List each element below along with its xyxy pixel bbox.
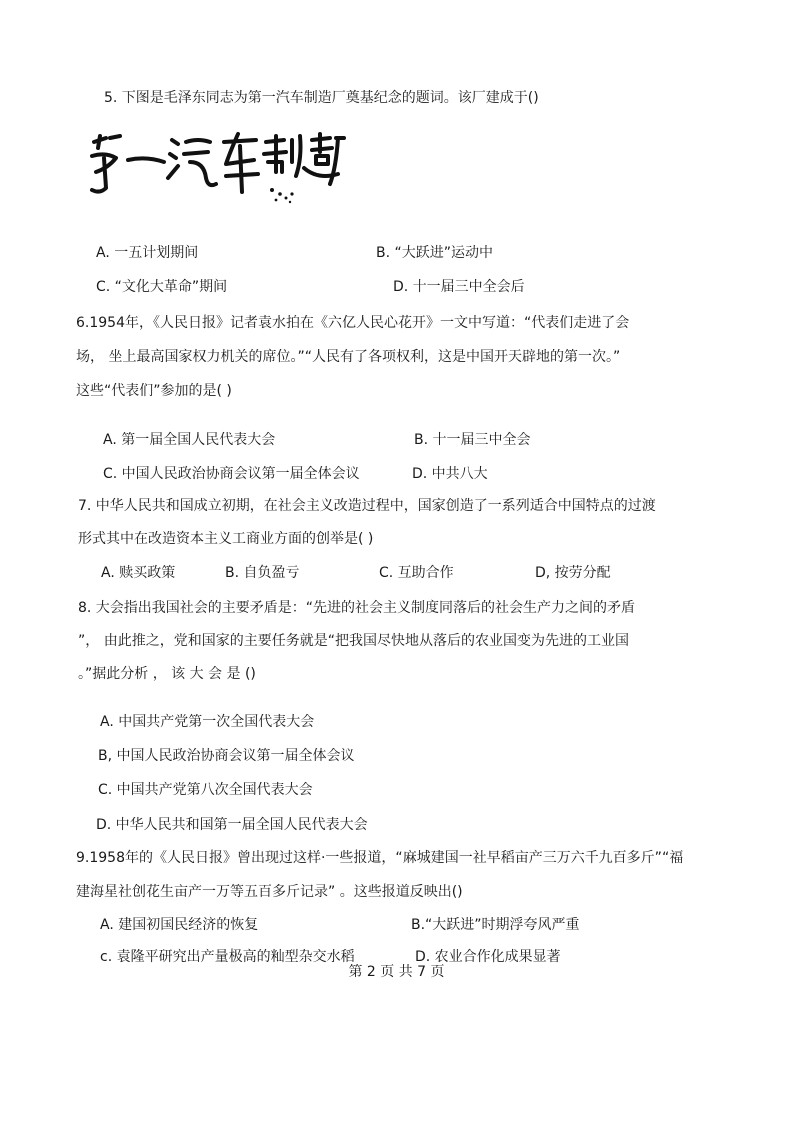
q5-option-d: D. 十一届三中全会后 bbox=[393, 279, 525, 295]
q5-option-c: C. “文化大革命”期间 bbox=[96, 279, 228, 295]
q9-stem-line-1: 9.1958年的《人民日报》曾出现过这样·一些报道，“麻城建国一社早稻亩产三万六千九百多斤”“福 bbox=[76, 850, 684, 866]
q6-stem-line-3: 这些“代表们”参加的是( ) bbox=[76, 383, 232, 399]
q7-stem-line-2: 形式其中在改造资本主义工商业方面的创举是( ) bbox=[78, 531, 374, 547]
q6-option-d: D. 中共八大 bbox=[412, 466, 488, 482]
q6-option-b: B. 十一届三中全会 bbox=[414, 432, 531, 448]
q9-option-b: B.“大跃进”时期浮夸风严重 bbox=[411, 917, 580, 933]
q5-option-a: A. 一五计划期间 bbox=[96, 245, 199, 261]
q6-option-a: A. 第一届全国人民代表大会 bbox=[103, 432, 276, 448]
q9-option-c: c. 袁隆平研究出产量极高的籼型杂交水稻 bbox=[100, 949, 355, 965]
q8-option-c: C. 中国共产党第八次全国代表大会 bbox=[98, 782, 313, 798]
q7-stem-line-1: 7. 中华人民共和国成立初期，在社会主义改造过程中，国家创造了一系列适合中国特点的过渡 bbox=[78, 498, 656, 514]
q9-option-d: D. 农业合作化成果显著 bbox=[415, 949, 561, 965]
q7-option-d: D, 按劳分配 bbox=[535, 565, 611, 581]
q8-stem-line-1: 8. 大会指出我国社会的主要矛盾是：“先进的社会主义制度同落后的社会生产力之间的矛盾 bbox=[78, 600, 636, 616]
q5-option-b: B. “大跃进”运动中 bbox=[376, 245, 494, 261]
page-footer: 第 2 页 共 7 页 bbox=[348, 964, 445, 980]
q8-option-a: A. 中国共产党第一次全国代表大会 bbox=[100, 714, 315, 730]
q7-option-a: A. 赎买政策 bbox=[101, 565, 176, 581]
q8-option-b: B, 中国人民政治协商会议第一届全体会议 bbox=[98, 748, 355, 764]
q5-stem: 5. 下图是毛泽东同志为第一汽车制造厂奠基纪念的题词。该厂建成于() bbox=[104, 90, 539, 106]
q9-option-a: A. 建国初国民经济的恢复 bbox=[100, 917, 259, 933]
q9-stem-line-2: 建海星社创花生亩产一万等五百多斤记录” 。这些报道反映出() bbox=[76, 884, 463, 900]
q7-option-b: B. 自负盈亏 bbox=[225, 565, 300, 581]
calligraphy-inscription-image bbox=[86, 128, 346, 208]
q6-option-c: C. 中国人民政治协商会议第一届全体会议 bbox=[103, 466, 360, 482]
q6-stem-line-2: 场， 坐上最高国家权力机关的席位。”“人民有了各项权利，这是中国开天辟地的第一次。” bbox=[76, 349, 621, 365]
q8-stem-line-3: 。”据此分析 ， 该 大 会 是 () bbox=[78, 666, 256, 682]
q7-option-c: C. 互助合作 bbox=[379, 565, 454, 581]
q8-option-d: D. 中华人民共和国第一届全国人民代表大会 bbox=[96, 817, 368, 833]
q8-stem-line-2: ”， 由此推之，党和国家的主要任务就是“把我国尽快地从落后的农业国变为先进的工业国 bbox=[78, 633, 629, 649]
q6-stem-line-1: 6.1954年，《人民日报》记者袁水拍在《六亿人民心花开》一文中写道：“代表们走进了会 bbox=[76, 315, 630, 331]
